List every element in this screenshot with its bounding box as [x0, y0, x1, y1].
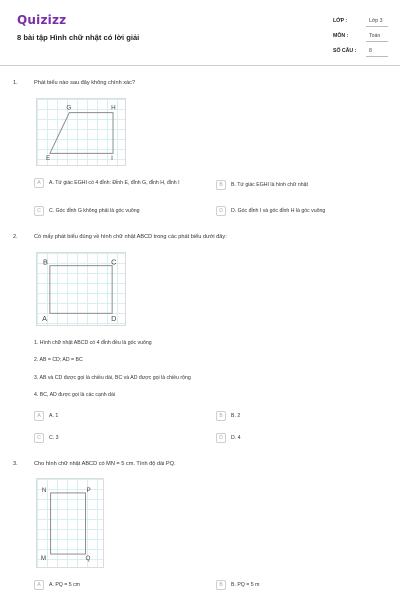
question-1-text: Phát biểu nào sau đây không chính xác? [34, 80, 136, 86]
question-1-figure [36, 98, 126, 166]
option-letter-box: A [34, 411, 44, 421]
meta-count-label: SỐ CÂU : [333, 48, 357, 54]
figure-label-p: P [86, 486, 91, 494]
figure-label-i: I [111, 155, 113, 163]
figure-label-d: D [111, 314, 117, 324]
figure-label-n: N [41, 486, 47, 494]
option-letter-box: B [216, 411, 226, 421]
meta-subject [333, 30, 388, 42]
question-2-statement-4: 4. BC, AD được gọi là các cạnh dài [34, 392, 115, 398]
option-letter-box: D [216, 433, 226, 443]
option-text: D. Góc đỉnh I và góc đỉnh H là góc vuông [231, 208, 326, 214]
option-text: B. 2 [231, 413, 241, 419]
figure-label-q: Q [85, 554, 91, 562]
figure-label-a: A [42, 314, 47, 324]
figure-label-m: M [40, 554, 47, 562]
option-text: C. 3 [49, 435, 59, 441]
question-2-text: Có mấy phát biểu đúng về hình chữ nhật ABCD trong các phát biểu dưới đây: [34, 234, 227, 240]
meta-grade-label: LỚP : [333, 18, 348, 24]
trapezoid-egih [37, 99, 125, 165]
option-letter-box: A [34, 178, 44, 188]
option-text: B. PQ = 5 m [231, 582, 260, 588]
meta-count [333, 45, 388, 57]
question-3-figure [36, 478, 104, 568]
option-letter-box: C [34, 206, 44, 216]
meta-count-value: 8 [369, 48, 372, 54]
option-text: B. Tứ giác EGHI là hình chữ nhật [231, 182, 308, 188]
rectangle-npqm [37, 479, 103, 567]
worksheet-title: 8 bài tập Hình chữ nhật có lời giải [17, 33, 140, 42]
figure-label-b: B [43, 257, 48, 267]
figure-label-h: H [111, 104, 116, 112]
meta-grade [333, 15, 388, 27]
question-3-text: Cho hình chữ nhật ABCD có MN = 5 cm. Tính độ dài PQ. [34, 461, 176, 467]
option-letter-box: C [34, 433, 44, 443]
option-letter-box: B [216, 580, 226, 590]
option-letter-box: A [34, 580, 44, 590]
option-text: A. Tứ giác EGHI có 4 đỉnh: Đỉnh E, đỉnh G, đỉnh H, đỉnh I [49, 180, 180, 186]
option-text: D. 4 [231, 435, 241, 441]
question-1-number: 1. [13, 80, 18, 86]
option-letter-box: B [216, 180, 226, 190]
option-text: A. 1 [49, 413, 59, 419]
meta-subject-label: MÔN : [333, 33, 349, 39]
question-2-statement-1: 1. Hình chữ nhật ABCD có 4 đỉnh đều là góc vuông [34, 340, 152, 346]
figure-label-c: C [111, 257, 117, 267]
worksheet-header [0, 0, 400, 66]
question-3-number: 3. [13, 461, 18, 467]
question-2-number: 2. [13, 234, 18, 240]
figure-label-g: G [66, 104, 72, 112]
meta-subject-value: Toán [369, 33, 381, 39]
question-2-statement-2: 2. AB = CD; AD = BC [34, 357, 83, 363]
option-text: C. Góc đỉnh G không phải là góc vuông [49, 208, 140, 214]
option-letter-box: D [216, 206, 226, 216]
question-2-figure [36, 252, 126, 326]
meta-grade-value: Lớp 3 [369, 18, 383, 24]
question-2-statement-3: 3. AB và CD được gọi là chiều dài, BC và AD được gọi là chiều rộng [34, 375, 191, 381]
rectangle-abcd [37, 253, 125, 325]
figure-label-e: E [46, 155, 51, 163]
option-text: A. PQ = 5 cm [49, 582, 80, 588]
quizizz-logo: Quizizz [17, 13, 67, 27]
